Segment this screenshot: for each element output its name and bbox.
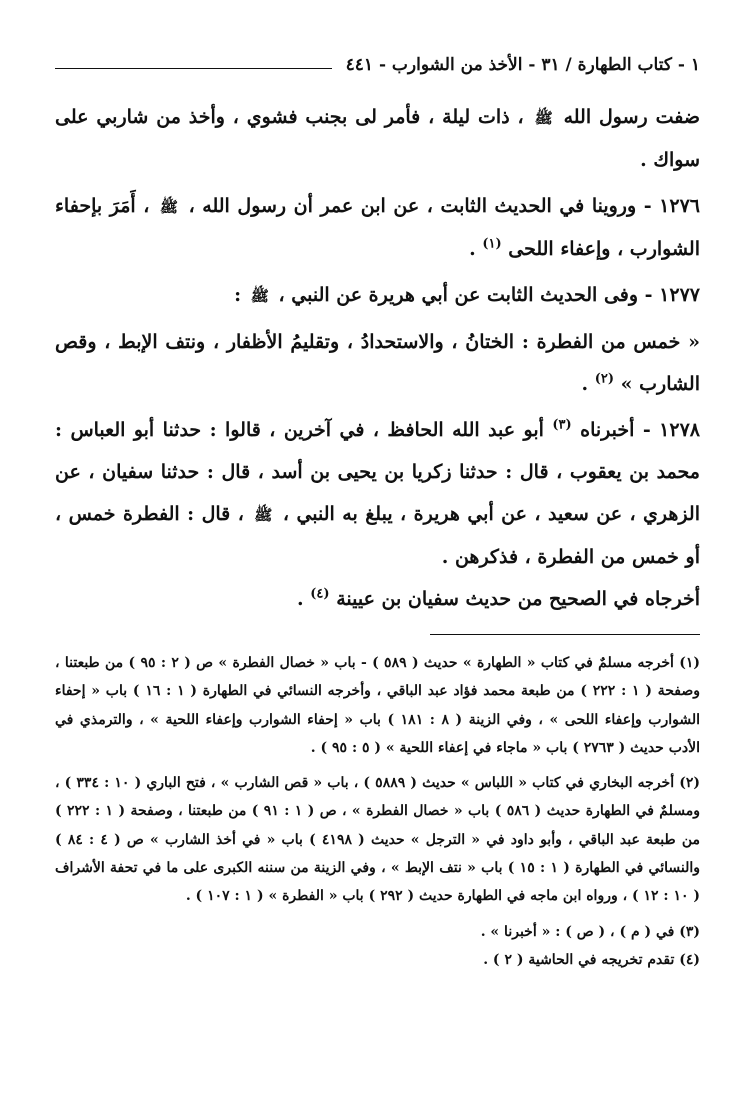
paragraph-1 bbox=[55, 96, 700, 181]
p4-end: . bbox=[581, 373, 589, 395]
p2-end: . bbox=[469, 238, 476, 260]
p6-text-a: أخرجاه في الصحيح من حديث سفيان بن عيينة bbox=[336, 588, 700, 610]
p1-text-a: ضفت رسول الله bbox=[563, 106, 700, 128]
footnote-2: (٢) أخرجه البخاري في كتاب « اللباس » حديث ( ٥٨٨٩ ) ، باب « قص الشارب » ، فتح الباري ( ١٠ : ٣٣٤ ) ، ومسلمٌ في الطهارة حديث ( ٥٨٦ ) باب « خصال الفطرة » ، ص ( ١ : ٩١ ) من طبعتنا ، وصفحة ( ١ : ٢٢٢ ) من طبعة عبد الباقي ، وأبو داود في « الترجل » حديث ( ٤١٩٨ ) باب « في أخذ الشارب » ص ( ٤ : ٨٤ ) والنسائي في الطهارة ( ١ : ١٥ ) باب « نتف الإبط » ، وفي الزينة من سننه الكبرى على ما في تحفة الأشراف ( ١٠ : ١٢ ) ، ورواه ابن ماجه في الطهارة حديث ( ٢٩٢ ) باب « الفطرة » ( ١ : ١٠٧ ) . bbox=[55, 775, 701, 905]
footnote-marker-3: (٣) bbox=[552, 417, 572, 433]
footnote-marker-2: (٢) bbox=[594, 371, 615, 387]
p5-text-a: ١٢٧٨ - أخبرناه bbox=[580, 419, 700, 441]
p5-text-b: أبو عبد الله الحافظ ، في آخرين ، قالوا : حدثنا أبو العباس : محمد بن يعقوب ، قال : حدثنا زكريا بن يحيى بن أسد ، قال : حدثنا سفيان ، عن الزهري ، عن سعيد ، عن أبي هريرة ، يبلغ به النبي ، bbox=[55, 419, 700, 525]
footnote-1: (١) أخرجه مسلمٌ في كتاب « الطهارة » حديث ( ٥٨٩ ) - باب « خصال الفطرة » ص ( ٢ : ٩٥ ) من طبعتنا ، وصفحة ( ١ : ٢٢٢ ) من طبعة محمد فؤاد عبد الباقي ، وأخرجه النسائي في الطهارة ( ١ : ١٦ ) باب « إحفاء الشوارب وإعفاء اللحى » ، وفي الزينة ( ٨ : ١٨١ ) باب « إحفاء الشوارب وإعفاء اللحية » ، والترمذي في الأدب حديث ( ٢٧٦٣ ) باب « ماجاء في إعفاء اللحية » ( ٥ : ٩٥ ) . bbox=[55, 655, 701, 756]
footnotes bbox=[55, 649, 700, 974]
footnote-3: (٣) في ( م ) ، ( ص ) : « أخبرنا » . bbox=[480, 923, 700, 940]
p4-text-a: « خمس من الفطرة : الختانُ ، والاستحدادُ ، وتقليمُ الأظفار ، ونتف الإبط ، وقص الشارب » bbox=[55, 331, 700, 395]
footnote-marker-1: (١) bbox=[482, 236, 502, 252]
book-page bbox=[55, 50, 700, 974]
p6-end: . bbox=[297, 588, 304, 610]
footnote-divider bbox=[430, 634, 700, 635]
page-header bbox=[55, 50, 700, 80]
header-rule bbox=[55, 68, 332, 69]
honorific-glyph: ﷺ bbox=[254, 506, 273, 524]
p3-text-a: ١٢٧٧ - وفى الحديث الثابت عن أبي هريرة عن النبي ، bbox=[278, 284, 700, 306]
footnote-4: (٤) تقدم تخريجه في الحاشية ( ٢ ) . bbox=[483, 951, 700, 968]
paragraph-takhrij bbox=[55, 578, 700, 620]
paragraph-1277 bbox=[55, 274, 700, 317]
honorific-glyph: ﷺ bbox=[534, 109, 553, 127]
paragraph-1278 bbox=[55, 409, 700, 578]
p5-text-c: ، قال : الفطرة خمس ، أو خمس من الفطرة ، فذكرهن . bbox=[55, 503, 700, 568]
paragraph-1276 bbox=[55, 185, 700, 270]
footnote-marker-4: (٤) bbox=[310, 586, 330, 602]
paragraph-hadith-quote bbox=[55, 321, 700, 405]
running-title: ١ - كتاب الطهارة / ٣١ - الأخذ من الشوارب - ٤٤١ bbox=[345, 55, 700, 75]
main-text bbox=[55, 96, 700, 620]
p2-text-b: ، أَمَرَ بإحفاء الشوارب ، وإعفاء اللحى bbox=[55, 195, 700, 260]
p3-end: : bbox=[234, 284, 242, 306]
p1-text-b: ، ذات ليلة ، فأمر لى بجنب فشوي ، وأخذ من شاربي على سواك . bbox=[55, 106, 700, 171]
honorific-glyph: ﷺ bbox=[250, 287, 269, 305]
honorific-glyph: ﷺ bbox=[159, 198, 179, 216]
p2-text-a: ١٢٧٦ - وروينا في الحديث الثابت ، عن ابن عمر أن رسول الله ، bbox=[188, 195, 700, 217]
